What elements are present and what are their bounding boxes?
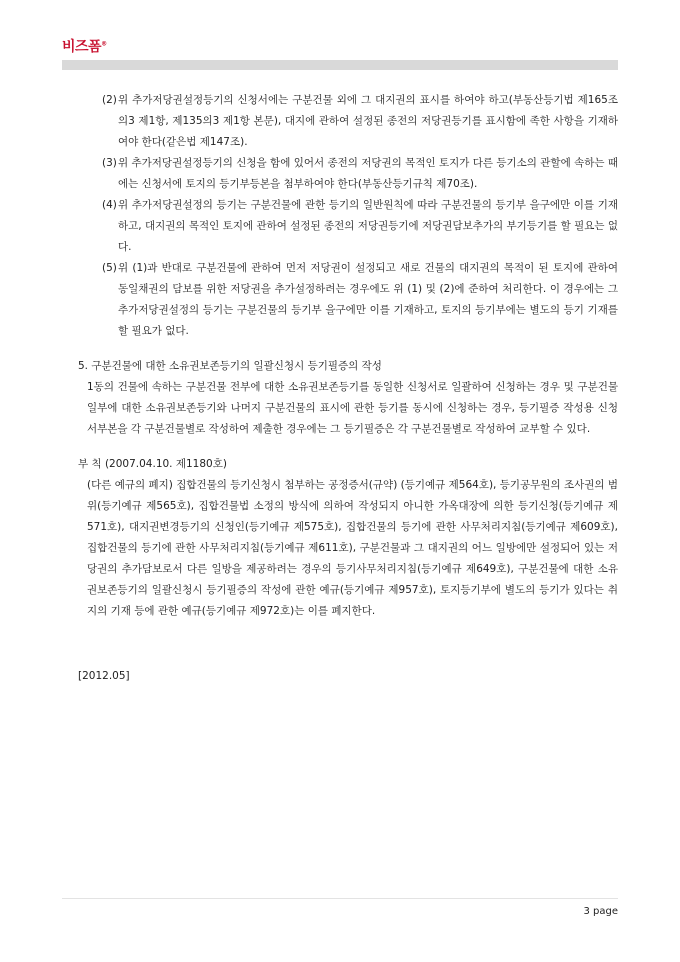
- bizform-logo: 비즈폼®: [62, 39, 107, 55]
- item-text: 위 (1)과 반대로 구분건물에 관하여 먼저 저당권이 설정되고 새로 건물의 대지권의 목적이 된 토지에 관하여 동일채권의 담보를 위한 저당권을 추가설정하려는 경우에도 위 (1) 및 (2)에 준하여 처리한다. 이 경우에는 그 추가저당권설정의 등기는 구분건물의 등기부 을구에만 이를 기재하고, 토지의 등기부에는 별도의 등기 기재를 할 필요가 없다.: [118, 262, 618, 337]
- list-item: [78, 195, 618, 258]
- item-number: (5): [102, 262, 117, 274]
- addendum-title: 부 칙 (2007.04.10. 제1180호): [78, 458, 227, 470]
- list-item: [78, 90, 618, 153]
- page-number: 3 page: [583, 906, 618, 917]
- list-item: [78, 258, 618, 342]
- addendum: [78, 454, 618, 622]
- document-body: [78, 90, 618, 687]
- item-text: 위 추가저당권설정등기의 신청을 함에 있어서 종전의 저당권의 목적인 토지가 다른 등기소의 관할에 속하는 때에는 신청서에 토지의 등기부등본을 첨부하여야 한다(부동산등기규칙 제70조).: [118, 157, 618, 190]
- section-5: [78, 356, 618, 440]
- item-number: (2): [102, 94, 117, 106]
- section-title: 5. 구분건물에 대한 소유권보존등기의 일괄신청시 등기필증의 작성: [78, 360, 382, 372]
- footer-divider: [62, 898, 618, 899]
- section-body: 1동의 건물에 속하는 구분건물 전부에 대한 소유권보존등기를 동일한 신청서로 일괄하여 신청하는 경우 및 구분건물 일부에 대한 소유권보존등기와 나머지 구분건물의 표시에 관한 등기를 동시에 신청하는 경우, 등기필증 작성용 신청서부본을 각 구분건물별로 작성하여 제출한 경우에는 그 등기필증은 각 구분건물별로 작성하여 교부할 수 있다.: [87, 381, 618, 435]
- revision-date: [2012.05]: [78, 670, 130, 682]
- item-number: (4): [102, 199, 117, 211]
- header-bar: [62, 60, 618, 70]
- list-item: [78, 153, 618, 195]
- item-number: (3): [102, 157, 117, 169]
- item-text: 위 추가저당권설정등기의 신청서에는 구분건물 외에 그 대지권의 표시를 하여야 하고(부동산등기법 제165조의3 제1항, 제135의3 제1항 본문), 대지에 관하여 설정된 종전의 저당권등기를 표시함에 족한 사항을 기재하여야 한다(같은법 제147조).: [118, 94, 618, 148]
- addendum-body: (다른 예규의 폐지) 집합건물의 등기신청시 첨부하는 공정증서(규약) (등기예규 제564호), 등기공무원의 조사권의 범위(등기예규 제565호), 집합건물법 소정의 방식에 의하여 작성되지 아니한 가옥대장에 의한 등기신청(등기예규 제571호), 대지권변경등기의 신청인(등기예규 제575호), 집합건물의 등기에 관한 사무처리지침(등기예규 제609호), 집합건물의 등기에 관한 사무처리지침(등기예규 제611호), 구분건물과 그 대지권의 어느 일방에만 설정되어 있는 저당권의 추가담보로서 다른 일방을 제공하려는 경우의 등기사무처리지침(등기예규 제649호), 구분건물에 대한 소유권보존등기의 일괄신청시 등기필증의 작성에 관한 예규(등기예규 제957호), 토지등기부에 별도의 등기가 있다는 취지의 기재 등에 관한 예규(등기예규 제972호)는 이를 폐지한다.: [87, 479, 618, 617]
- item-text: 위 추가저당권설정의 등기는 구분건물에 관한 등기의 일반원칙에 따라 구분건물의 등기부 을구에만 이를 기재하고, 대지권의 목적인 토지에 관하여 설정된 종전의 저당권등기에 저당권담보추가의 부기등기를 할 필요는 없다.: [118, 199, 618, 253]
